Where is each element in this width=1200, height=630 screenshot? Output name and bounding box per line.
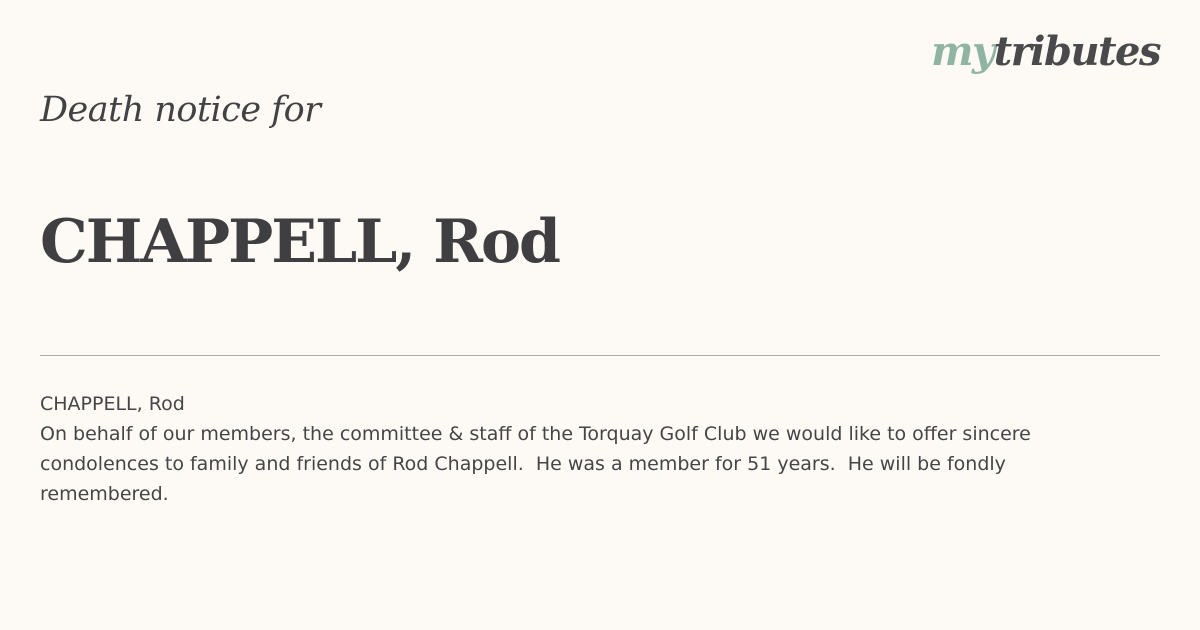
logo-my: my	[931, 28, 994, 75]
death-notice-label: Death notice for	[40, 90, 321, 130]
logo-tributes: tributes	[993, 28, 1160, 75]
divider	[40, 355, 1160, 356]
notice-text	[40, 389, 1130, 509]
notice-body: On behalf of our members, the committee & staff of the Torquay Golf Club we would like to offer sincere condolences to family and friends of Rod Chappell. He was a member for 51 years. He will be fondly remembered.	[40, 423, 1037, 505]
mytributes-logo[interactable]	[931, 28, 1160, 75]
notice-heading: CHAPPELL, Rod	[40, 393, 185, 415]
deceased-name: CHAPPELL, Rod	[40, 207, 559, 277]
